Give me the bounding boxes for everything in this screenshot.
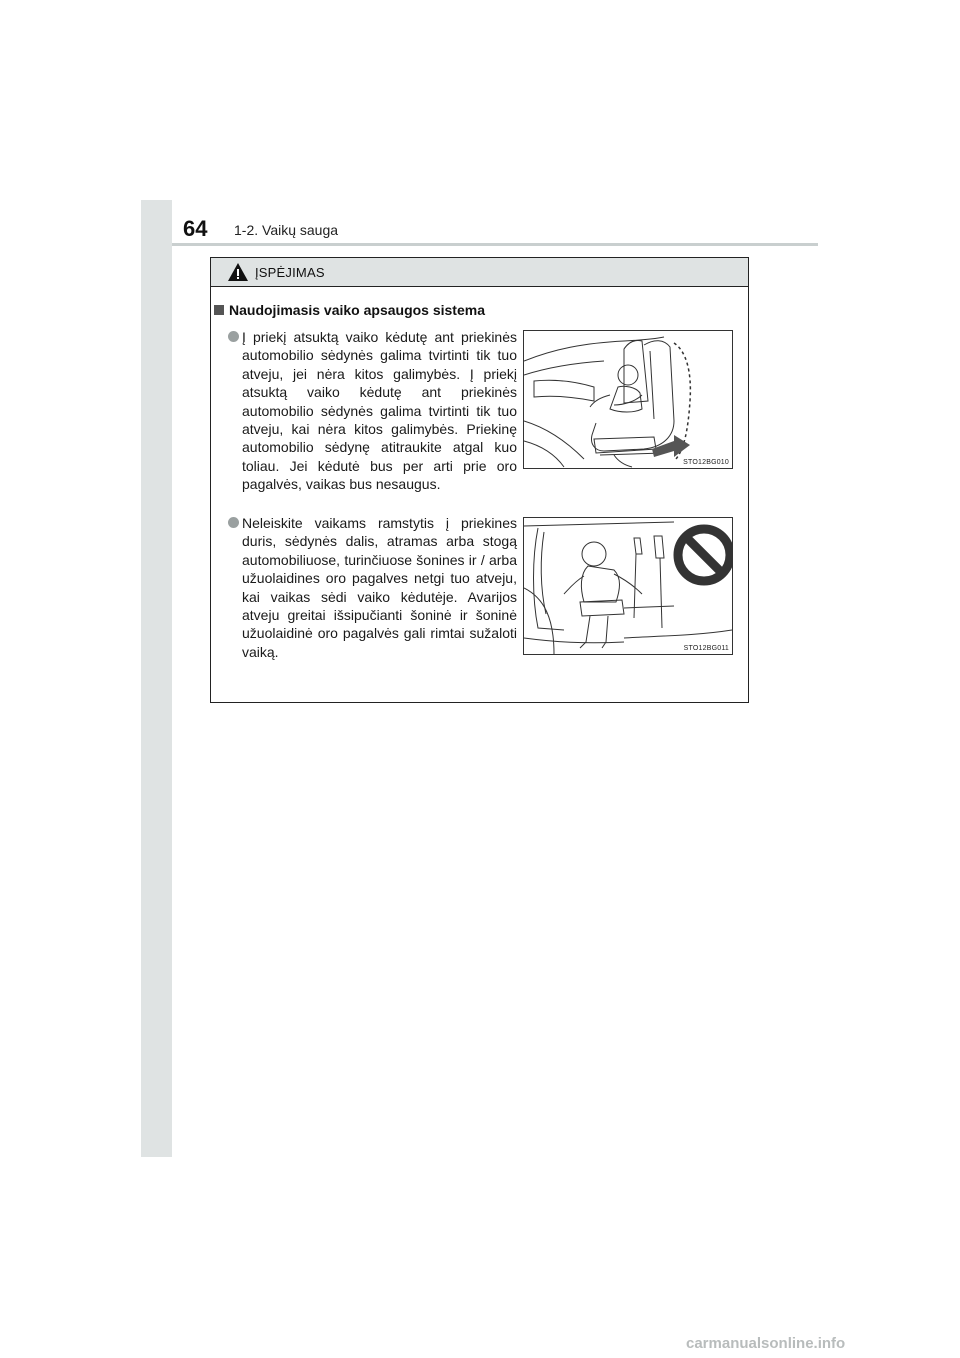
warning-header: [211, 258, 748, 287]
bullet-dot-icon: [228, 331, 239, 342]
subheading-text: Naudojimasis vaiko apsaugos sistema: [229, 302, 485, 318]
warning-item-text: Į priekį atsuktą vaiko kėdutę ant priekinės automobilio sėdynės galima tvirtinti tik tuo atveju, jei nėra kitos galimybės. Į priekį atsuktą vaiko kėdutę ant priekinės automobilio sėdynės galima tvirtinti tik tuo atveju, kai nėra kitos galimybės. Priekinę automobilio sėdynę atitraukite atgal kuo toliau. Jei kėdutė bus per arti prie oro pagalvės, vaikas bus nesaugus.: [242, 329, 517, 493]
subheading: [214, 302, 485, 318]
bullet-dot-icon: [228, 517, 239, 528]
section-title: 1-2. Vaikų sauga: [234, 222, 339, 238]
warning-triangle-icon: [227, 262, 249, 282]
warning-title: ĮSPĖJIMAS: [255, 264, 325, 280]
warning-item-text: Neleiskite vaikams ramstytis į priekines duris, sėdynės dalis, atramas arba stogą automobiliuose, turinčiuose šonines ir / arba užuolaidines oro pagalves netgi tuo atveju, kai vaikas sėdi vaiko kėdutėje. Avarijos atveju greitai išsipučianti šoninė ir šoninė užuolaidinė oro pagalvės gali rimtai sužaloti vaiką.: [242, 515, 517, 660]
child-seat-illustration: [524, 331, 732, 468]
figure-code: STO12BG011: [683, 645, 729, 652]
watermark: carmanualsonline.info: [686, 1335, 846, 1352]
warning-item: [228, 328, 517, 494]
page-number: 64: [183, 216, 208, 241]
square-bullet-icon: [214, 305, 224, 315]
figure-code: STO12BG010: [683, 459, 729, 466]
side-band: [141, 200, 172, 1157]
figure-child-seat: [523, 330, 733, 469]
child-leaning-illustration: [524, 518, 732, 654]
warning-item: [228, 514, 517, 661]
header-rule: [172, 243, 818, 246]
figure-child-leaning: [523, 517, 733, 655]
warning-box: [210, 257, 749, 703]
